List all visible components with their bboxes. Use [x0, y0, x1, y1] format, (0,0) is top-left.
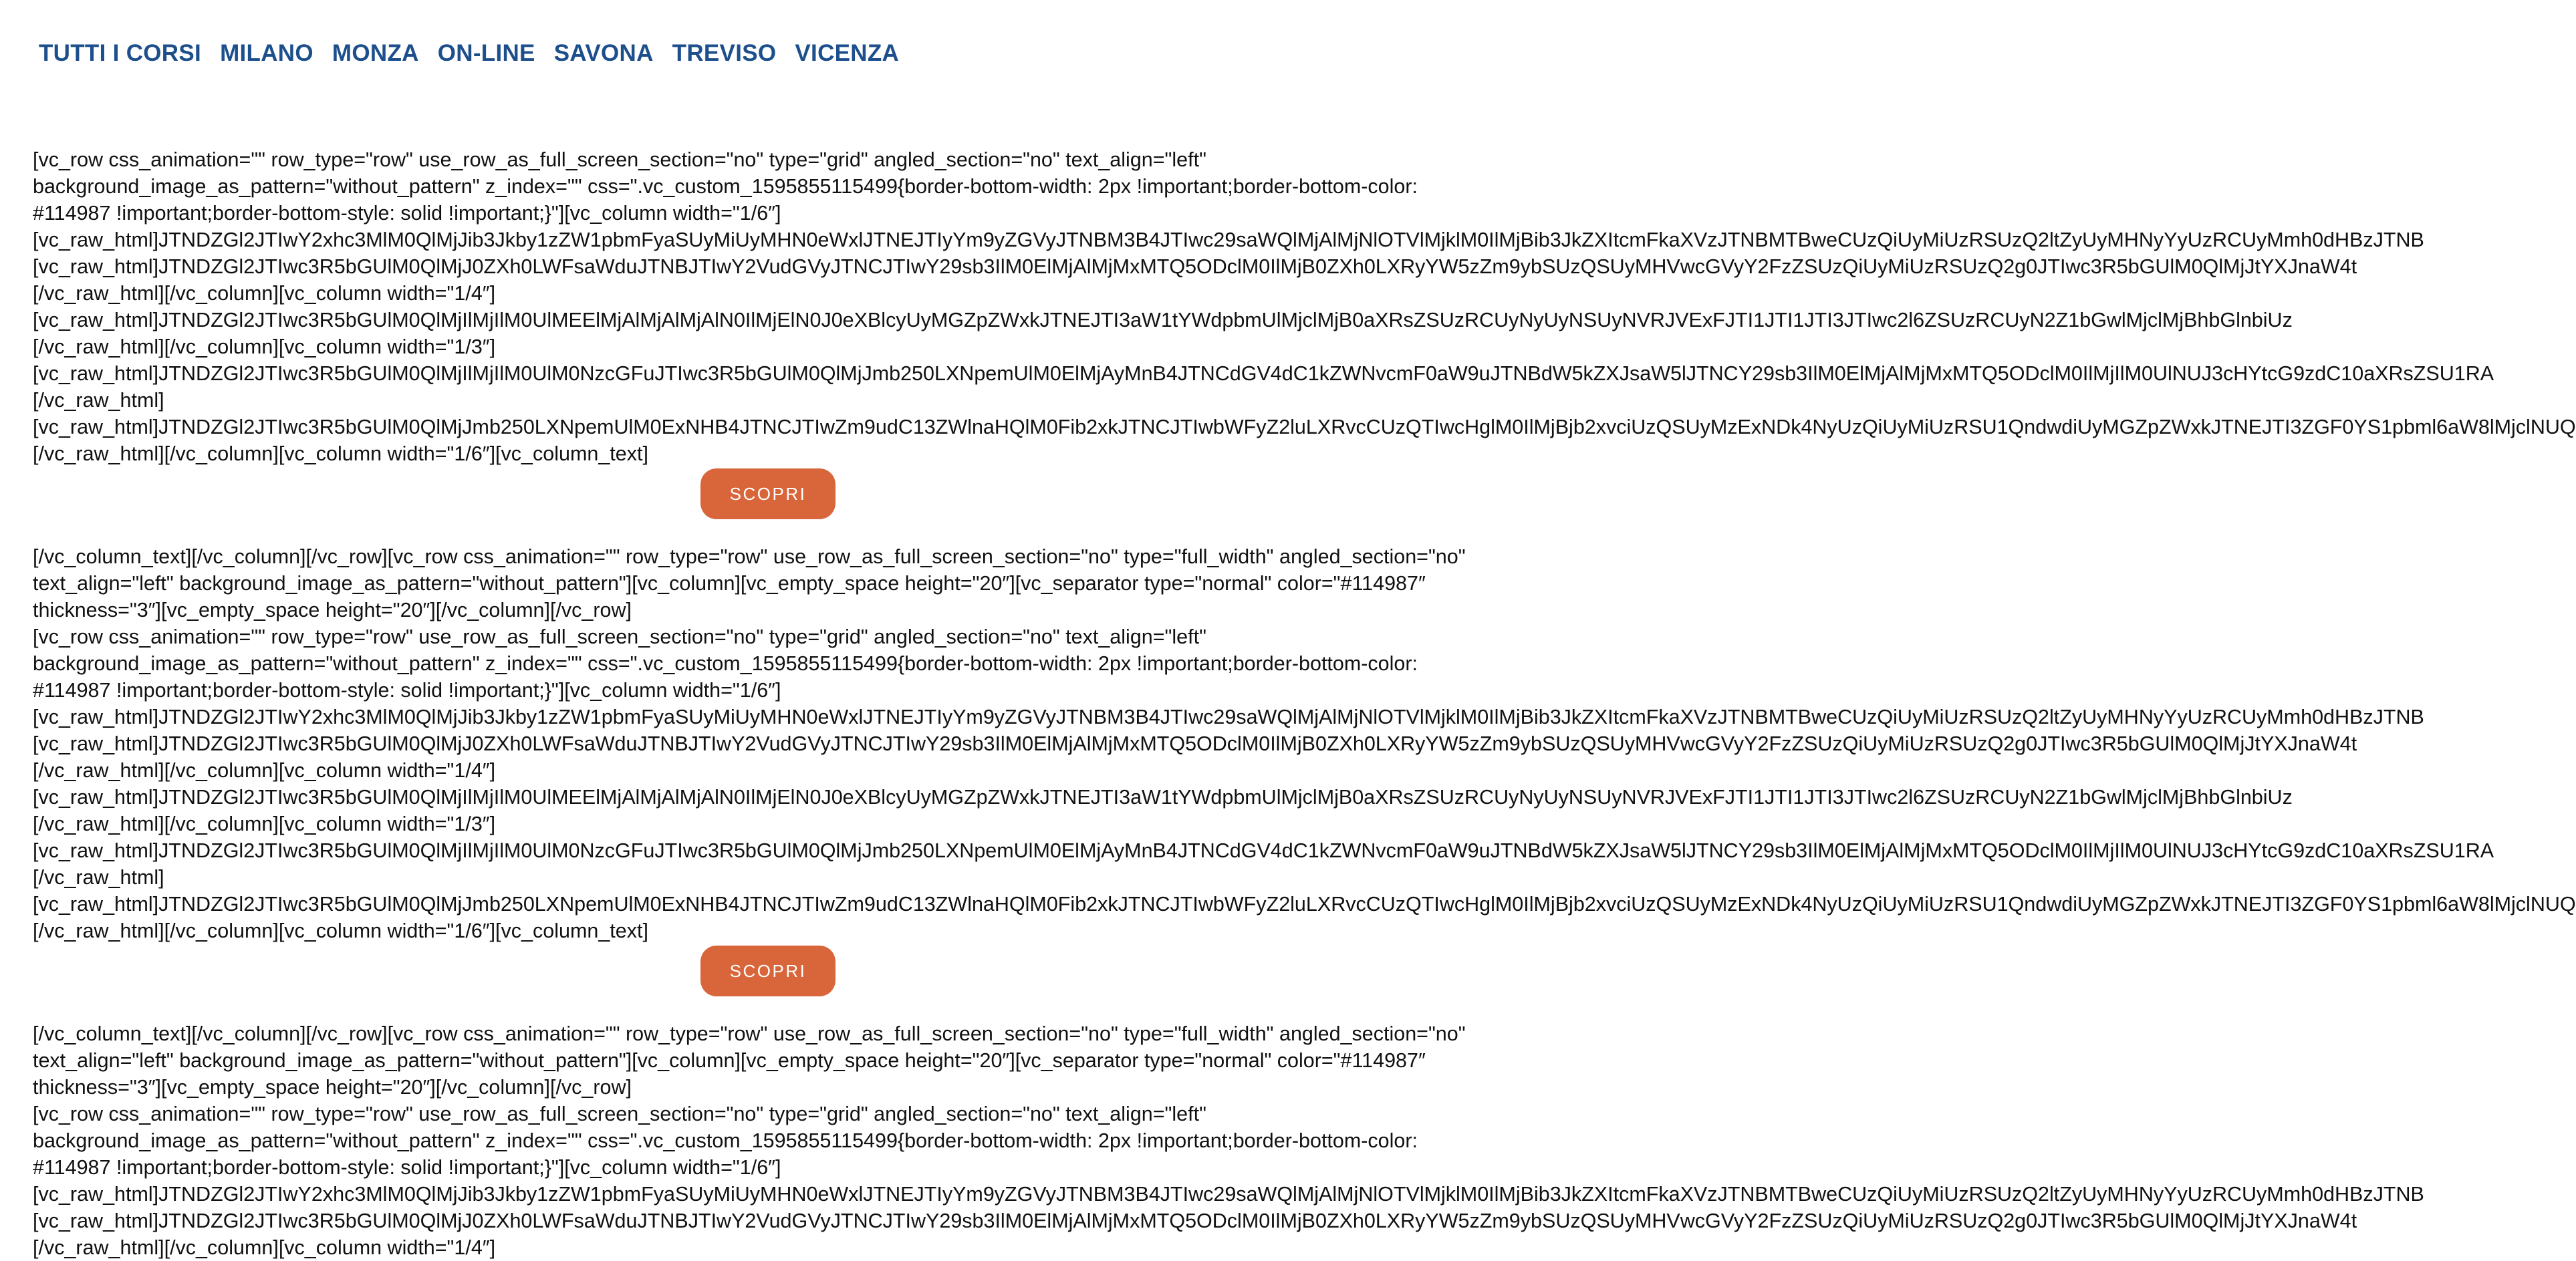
shortcode-line: [/vc_raw_html][/vc_column][vc_column width="1/4″]: [33, 759, 496, 782]
nav-link-on-line[interactable]: ON-LINE: [437, 40, 535, 66]
shortcode-line: [vc_raw_html]JTNDZGl2JTIwc3R5bGUlM0QlMjJ0ZXh0LWFsaWduJTNBJTIwY2VudGVyJTNCJTIwY29sb3IlM0ElMjAlMjMxMTQ5ODclM0IlMjB0ZXh0LXRyYW5zZm9ybSUzQSUyMHVwcGVyY2FzZSUzQiUyMiUzRSUzQ2g0JTIwc3R5bGUlM0QlMjJtYXJnaW4t: [33, 255, 2357, 278]
shortcode-line: [vc_raw_html]JTNDZGl2JTIwc3R5bGUlM0QlMjJmb250LXNpemUlM0ExNHB4JTNCJTIwZm9udC13ZWlnaHQlM0Fib2xkJTNCJTIwbWFyZ2luLXRvcCUzQTIwcHglM0IlMjBjb2xvciUzQSUyMzExNDk4NyUzQiUyMiUzRSU1QndwdiUyMGZpZWxkJTNEJTI3ZGF0YS1pbml6aW8lMjclNUQ: [33, 893, 2576, 916]
nav-link-vicenza[interactable]: VICENZA: [795, 40, 900, 66]
shortcode-line: [vc_row css_animation="" row_type="row" use_row_as_full_screen_section="no" type="grid" angled_section="no" text_align="left": [33, 1103, 1206, 1125]
shortcode-line: [vc_raw_html]JTNDZGl2JTIwc3R5bGUlM0QlMjIlMjIlM0UlMEElMjAlMjAlMjAlN0IlMjElN0J0eXBlcyUyMGZpZWxkJTNEJTI3aW1tYWdpbmUlMjclMjB0aXRsZSUzRCUyNyUyNSUyNVRJVExFJTI1JTI1JTI3JTIwc2l6ZSUzRCUyN2Z1bGwlMjclMjBhbGlnbiUz: [33, 309, 2293, 331]
scopri-button[interactable]: SCOPRI: [700, 468, 835, 519]
nav-link-treviso[interactable]: TREVISO: [672, 40, 777, 66]
button-row: [33, 468, 1882, 519]
shortcode-line: [vc_raw_html]JTNDZGl2JTIwc3R5bGUlM0QlMjIlMjIlM0UlM0NzcGFuJTIwc3R5bGUlM0QlMjJmb250LXNpemUlM0ElMjAyMnB4JTNCdGV4dC1kZWNvcmF0aW9uJTNBdW5kZXJsaW5lJTNCY29sb3IlM0ElMjAlMjMxMTQ5ODclM0IlMjIlM0UlNUJ3cHYtcG9zdC10aXRsZSU1RA: [33, 839, 2494, 862]
shortcode-line: [/vc_raw_html][/vc_column][vc_column width="1/6″][vc_column_text]: [33, 442, 648, 465]
course-location-nav: [39, 37, 918, 69]
shortcode-line: [/vc_raw_html][/vc_column][vc_column width="1/3″]: [33, 813, 496, 835]
shortcode-line: [/vc_column_text][/vc_column][/vc_row][vc_row css_animation="" row_type="row" use_row_as_full_screen_section="no" type="full_width" angled_section="no": [33, 1022, 1466, 1045]
shortcode-line: #114987 !important;border-bottom-style: solid !important;}"][vc_column width="1/6″]: [33, 202, 781, 225]
shortcode-line: #114987 !important;border-bottom-style: solid !important;}"][vc_column width="1/6″]: [33, 679, 781, 702]
nav-link-monza[interactable]: MONZA: [332, 40, 419, 66]
shortcode-line: [vc_raw_html]JTNDZGl2JTIwc3R5bGUlM0QlMjIlMjIlM0UlM0NzcGFuJTIwc3R5bGUlM0QlMjJmb250LXNpemUlM0ElMjAyMnB4JTNCdGV4dC1kZWNvcmF0aW9uJTNBdW5kZXJsaW5lJTNCY29sb3IlM0ElMjAlMjMxMTQ5ODclM0IlMjIlM0UlNUJ3cHYtcG9zdC10aXRsZSU1RA: [33, 362, 2494, 385]
button-row: [33, 946, 1882, 996]
shortcode-line: [/vc_raw_html]: [33, 866, 164, 889]
nav-link-savona[interactable]: SAVONA: [553, 40, 654, 66]
shortcode-line: [/vc_raw_html][/vc_column][vc_column width="1/4″]: [33, 282, 496, 305]
shortcode-line: text_align="left" background_image_as_pattern="without_pattern"][vc_column][vc_empty_space height="20″][vc_separator type="normal" color="#114987″: [33, 572, 1426, 595]
course-block-2: [33, 543, 2576, 996]
shortcode-line: [/vc_raw_html]: [33, 389, 164, 412]
course-block-3: [33, 1020, 2424, 1261]
shortcode-line: [vc_raw_html]JTNDZGl2JTIwc3R5bGUlM0QlMjJ0ZXh0LWFsaWduJTNBJTIwY2VudGVyJTNCJTIwY29sb3IlM0ElMjAlMjMxMTQ5ODclM0IlMjB0ZXh0LXRyYW5zZm9ybSUzQSUyMHVwcGVyY2FzZSUzQiUyMiUzRSUzQ2g0JTIwc3R5bGUlM0QlMjJtYXJnaW4t: [33, 1210, 2357, 1232]
shortcode-line: [vc_raw_html]JTNDZGl2JTIwc3R5bGUlM0QlMjJ0ZXh0LWFsaWduJTNBJTIwY2VudGVyJTNCJTIwY29sb3IlM0ElMjAlMjMxMTQ5ODclM0IlMjB0ZXh0LXRyYW5zZm9ybSUzQSUyMHVwcGVyY2FzZSUzQiUyMiUzRSUzQ2g0JTIwc3R5bGUlM0QlMjJtYXJnaW4t: [33, 732, 2357, 755]
course-block-1: [33, 146, 2576, 519]
shortcode-line: [/vc_raw_html][/vc_column][vc_column width="1/4″]: [33, 1236, 496, 1259]
shortcode-line: [vc_row css_animation="" row_type="row" use_row_as_full_screen_section="no" type="grid" angled_section="no" text_align="left": [33, 625, 1206, 648]
shortcode-line: [/vc_column_text][/vc_column][/vc_row][vc_row css_animation="" row_type="row" use_row_as_full_screen_section="no" type="full_width" angled_section="no": [33, 545, 1466, 568]
shortcode-line: background_image_as_pattern="without_pattern" z_index="" css=".vc_custom_1595855115499{border-bottom-width: 2px !important;border-bottom-color:: [33, 175, 1418, 198]
shortcode-line: [/vc_raw_html][/vc_column][vc_column width="1/3″]: [33, 335, 496, 358]
shortcode-line: background_image_as_pattern="without_pattern" z_index="" css=".vc_custom_1595855115499{border-bottom-width: 2px !important;border-bottom-color:: [33, 1129, 1418, 1152]
shortcode-line: [vc_row css_animation="" row_type="row" use_row_as_full_screen_section="no" type="grid" angled_section="no" text_align="left": [33, 148, 1206, 171]
shortcode-line: [vc_raw_html]JTNDZGl2JTIwY2xhc3MlM0QlMjJib3Jkby1zZW1pbmFyaSUyMiUyMHN0eWxlJTNEJTIyYm9yZGVyJTNBM3B4JTIwc29saWQlMjAlMjNlOTVlMjklM0IlMjBib3JkZXItcmFkaXVzJTNBMTBweCUzQiUyMiUzRSUzQ2ltZyUyMHNyYyUzRCUyMmh0dHBzJTNB: [33, 1183, 2424, 1206]
raw-shortcode-content: [33, 146, 2576, 1261]
shortcode-line: thickness="3″][vc_empty_space height="20″][/vc_column][/vc_row]: [33, 599, 632, 621]
shortcode-line: [vc_raw_html]JTNDZGl2JTIwc3R5bGUlM0QlMjJmb250LXNpemUlM0ExNHB4JTNCJTIwZm9udC13ZWlnaHQlM0Fib2xkJTNCJTIwbWFyZ2luLXRvcCUzQTIwcHglM0IlMjBjb2xvciUzQSUyMzExNDk4NyUzQiUyMiUzRSU1QndwdiUyMGZpZWxkJTNEJTI3ZGF0YS1pbml6aW8lMjclNUQ: [33, 416, 2576, 438]
nav-link-milano[interactable]: MILANO: [220, 40, 313, 66]
shortcode-line: [vc_raw_html]JTNDZGl2JTIwc3R5bGUlM0QlMjIlMjIlM0UlMEElMjAlMjAlMjAlN0IlMjElN0J0eXBlcyUyMGZpZWxkJTNEJTI3aW1tYWdpbmUlMjclMjB0aXRsZSUzRCUyNyUyNSUyNVRJVExFJTI1JTI1JTI3JTIwc2l6ZSUzRCUyN2Z1bGwlMjclMjBhbGlnbiUz: [33, 786, 2293, 809]
shortcode-line: [vc_raw_html]JTNDZGl2JTIwY2xhc3MlM0QlMjJib3Jkby1zZW1pbmFyaSUyMiUyMHN0eWxlJTNEJTIyYm9yZGVyJTNBM3B4JTIwc29saWQlMjAlMjNlOTVlMjklM0IlMjBib3JkZXItcmFkaXVzJTNBMTBweCUzQiUyMiUzRSUzQ2ltZyUyMHNyYyUzRCUyMmh0dHBzJTNB: [33, 229, 2424, 251]
shortcode-line: thickness="3″][vc_empty_space height="20″][/vc_column][/vc_row]: [33, 1076, 632, 1099]
shortcode-line: [/vc_raw_html][/vc_column][vc_column width="1/6″][vc_column_text]: [33, 920, 648, 942]
shortcode-line: background_image_as_pattern="without_pattern" z_index="" css=".vc_custom_1595855115499{border-bottom-width: 2px !important;border-bottom-color:: [33, 652, 1418, 675]
scopri-button[interactable]: SCOPRI: [700, 946, 835, 996]
nav-link-tutti-i-corsi[interactable]: TUTTI I CORSI: [39, 40, 202, 66]
shortcode-line: [vc_raw_html]JTNDZGl2JTIwY2xhc3MlM0QlMjJib3Jkby1zZW1pbmFyaSUyMiUyMHN0eWxlJTNEJTIyYm9yZGVyJTNBM3B4JTIwc29saWQlMjAlMjNlOTVlMjklM0IlMjBib3JkZXItcmFkaXVzJTNBMTBweCUzQiUyMiUzRSUzQ2ltZyUyMHNyYyUzRCUyMmh0dHBzJTNB: [33, 706, 2424, 728]
shortcode-line: #114987 !important;border-bottom-style: solid !important;}"][vc_column width="1/6″]: [33, 1156, 781, 1179]
shortcode-line: text_align="left" background_image_as_pattern="without_pattern"][vc_column][vc_empty_space height="20″][vc_separator type="normal" color="#114987″: [33, 1049, 1426, 1072]
